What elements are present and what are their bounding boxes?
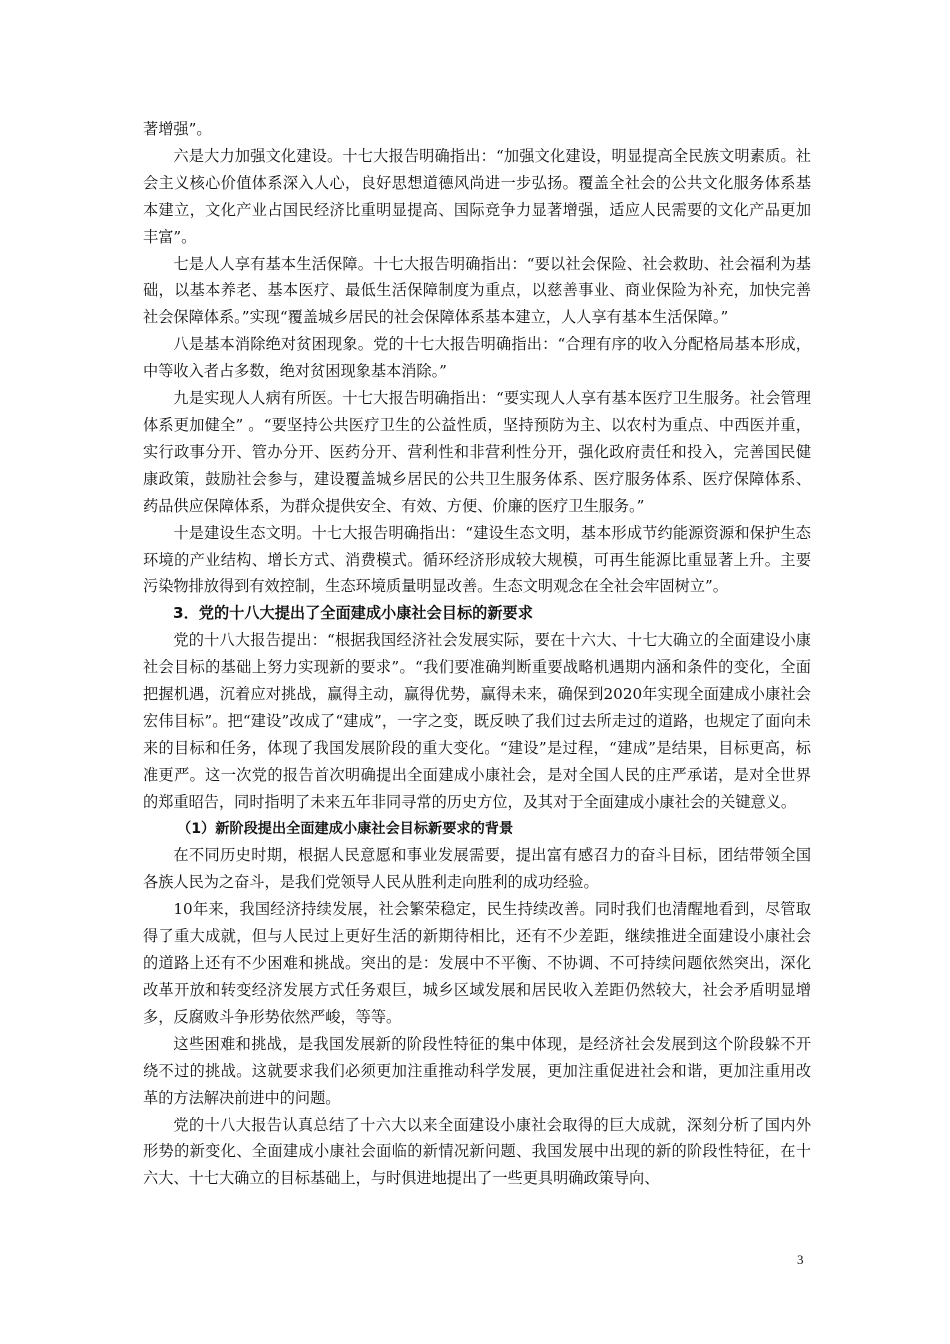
paragraph-eighteenth-congress: 党的十八大报告提出：“根据我国经济社会发展实际，要在十六大、十七大确立的全面建设小康社会目标的基础上努力实现新的要求”。“我们要准确判断重要战略机遇期内涵和条件的变化，全面把握机遇，沉着应对挑战，赢得主动，赢得优势，赢得未来，确保到2020年实现全面建成小康社会宏伟目标”。把“建设”改成了“建成”，一字之变，既反映了我们过去所走过的道路，也规定了面向未来的目标和任务，体现了我国发展阶段的重大变化。“建设”是过程，“建成”是结果，目标更高，标准更严。这一次党的报告首次明确提出全面建成小康社会，是对全国人民的庄严承诺，是对全世界的郑重昭告，同时指明了未来五年非同寻常的历史方位，及其对于全面建成小康社会的关键意义。: [143, 631, 811, 811]
page-number: 3: [797, 1252, 804, 1267]
paragraph-continuation: 著增强”。: [143, 120, 212, 138]
paragraph-summary: 党的十八大报告认真总结了十六大以来全面建设小康社会取得的巨大成就，深刻分析了国内外形势的新变化、全面建成小康社会面临的新情况新问题、我国发展中出现的新的阶段性特征，在十六大、十七大确立的目标基础上，与时俱进地提出了一些更具明确政策导向、: [143, 1115, 811, 1188]
paragraph-healthcare: 九是实现人人病有所医。十七大报告明确指出：“要实现人人享有基本医疗卫生服务。社会管理体系更加健全” 。“要坚持公共医疗卫生的公益性质，坚持预防为主、以农村为重点、中西医并重，实行政事分开、管办分开、医药分开、营利性和非营利性分开，强化政府责任和投入，完善国民健康政策，鼓励社会参与，建设覆盖城乡居民的公共卫生服务体系、医疗服务体系、医疗保障体系、药品供应保障体系，为群众提供安全、有效、方便、价廉的医疗卫生服务。”: [143, 389, 811, 515]
paragraph-history: 在不同历史时期，根据人民意愿和事业发展需要，提出富有感召力的奋斗目标，团结带领全国各族人民为之奋斗，是我们党领导人民从胜利走向胜利的成功经验。: [143, 846, 811, 892]
subsection-heading: （1）新阶段提出全面建成小康社会目标新要求的背景: [177, 820, 514, 837]
paragraph-ecology: 十是建设生态文明。十七大报告明确指出：“建设生态文明，基本形成节约能源资源和保护生态环境的产业结构、增长方式、消费模式。循环经济形成较大规模，可再生能源比重显著上升。主要污染物排放得到有效控制，生态环境质量明显改善。生态文明观念在全社会牢固树立”。: [143, 523, 811, 596]
paragraph-poverty: 八是基本消除绝对贫困现象。党的十七大报告明确指出：“合理有序的收入分配格局基本形成，中等收入者占多数，绝对贫困现象基本消除。”: [143, 335, 811, 381]
page-body: [143, 116, 811, 1192]
section-heading: 3．党的十八大提出了全面建成小康社会目标的新要求: [173, 604, 533, 623]
paragraph-ten-years: 10年来，我国经济持续发展，社会繁荣稳定，民生持续改善。同时我们也清醒地看到，尽管取得了重大成就，但与人民过上更好生活的新期待相比，还有不少差距，继续推进全面建设小康社会的道路上还有不少困难和挑战。突出的是：发展中不平衡、不协调、不可持续问题依然突出，深化改革开放和转变经济发展方式任务艰巨，城乡区域发展和居民收入差距仍然较大，社会矛盾明显增多，反腐败斗争形势依然严峻，等等。: [143, 900, 811, 1026]
paragraph-social-security: 七是人人享有基本生活保障。十七大报告明确指出：“要以社会保险、社会救助、社会福利为基础，以基本养老、基本医疗、最低生活保障制度为重点，以慈善事业、商业保险为补充，加快完善社会保障体系。”实现“覆盖城乡居民的社会保障体系基本建立，人人享有基本生活保障。”: [143, 254, 811, 327]
paragraph-challenges: 这些困难和挑战，是我国发展新的阶段性特征的集中体现，是经济社会发展到这个阶段躲不开绕不过的挑战。这就要求我们必须更加注重推动科学发展，更加注重促进社会和谐，更加注重用改革的方法解决前进中的问题。: [143, 1034, 811, 1107]
paragraph-culture: 六是大力加强文化建设。十七大报告明确指出：“加强文化建设，明显提高全民族文明素质。社会主义核心价值体系深入人心，良好思想道德风尚进一步弘扬。覆盖全社会的公共文化服务体系基本建立，文化产业占国民经济比重明显提高、国际竞争力显著增强，适应人民需要的文化产品更加丰富”。: [143, 146, 811, 246]
